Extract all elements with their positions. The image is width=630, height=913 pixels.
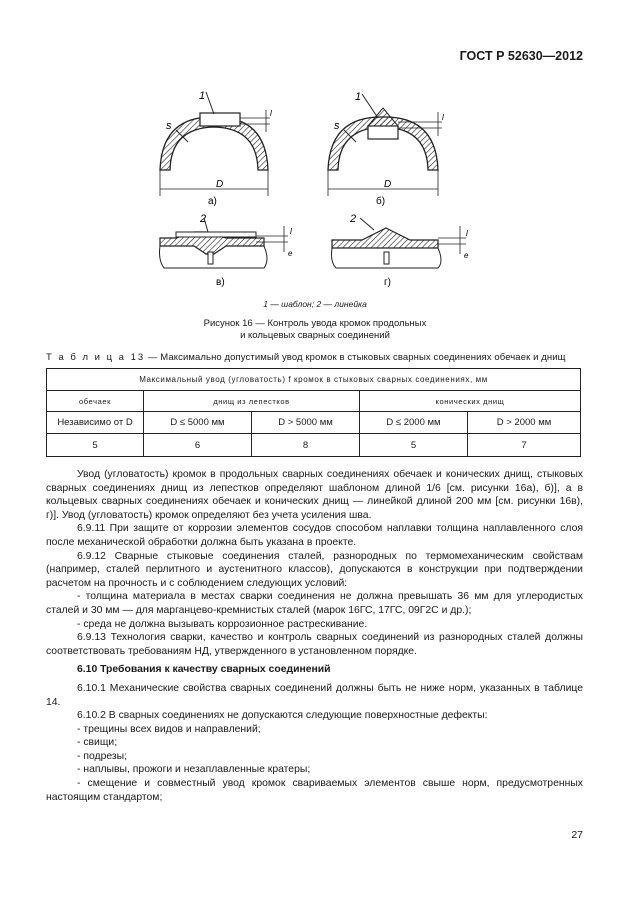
sublabel-g: г) xyxy=(384,277,391,288)
list-item: - смещение и совместный увод кромок свариваемых элементов свыше норм, предусмотренных настоящим стандартом; xyxy=(46,778,583,803)
label-template-b: 1 xyxy=(355,91,362,103)
sublabel-a: а) xyxy=(208,196,217,207)
sub-d-le-2000: D ≤ 2000 мм xyxy=(360,412,468,434)
label-l-v: l xyxy=(290,227,292,236)
sublabel-v: в) xyxy=(216,277,225,288)
sub-d-le-5000: D ≤ 5000 мм xyxy=(144,412,252,434)
body-text xyxy=(46,468,583,804)
list-item: - трещины всех видов и направлений; xyxy=(77,723,261,735)
figure-caption xyxy=(0,318,630,342)
label-l-a: l xyxy=(270,109,272,118)
sub-any-d: Независимо от D xyxy=(47,412,144,434)
paragraph: 6.10.1 Механические свойства сварных соединений должны быть не ниже норм, указанных в таблице 14. xyxy=(46,682,583,708)
table-title-label: Т а б л и ц а 13 xyxy=(46,352,146,363)
col-conical-heads: конических днищ xyxy=(360,391,581,412)
diagram-a xyxy=(160,90,272,207)
diagram-v xyxy=(160,213,294,288)
diagram-g xyxy=(332,213,470,288)
list-item: - подрезы; xyxy=(77,750,128,762)
table-cell: 8 xyxy=(252,434,360,457)
table-title xyxy=(46,352,566,363)
section-heading: 6.10 Требования к качеству сварных соединений xyxy=(77,664,331,676)
label-e-v: e xyxy=(288,249,293,258)
label-s-b: s xyxy=(334,120,340,132)
table-cell: 7 xyxy=(468,434,581,457)
diagram-b xyxy=(328,91,444,207)
figure-caption-line2: и кольцевых сварных соединений xyxy=(240,330,390,341)
col-petal-heads: днищ из лепестков xyxy=(144,391,360,412)
label-D-b: D xyxy=(384,179,392,190)
paragraph: - толщина материала в местах сварки соединения не должна превышать 36 мм для углеродистых сталей и 30 мм — для марганцево-кремнистых сталей (марок 16ГС, 17ГС, 09Г2С и др.); xyxy=(46,591,583,616)
paragraph: 6.9.12 Сварные стыковые соединения сталей, разнородных по термомеханическим свойствам (например, сталей перлитного и аустенитного классов), допускаются в конструкции при подтверждении расчетом на прочность и с соблюдением следующих условий: xyxy=(46,550,583,589)
sub-d-gt-5000: D > 5000 мм xyxy=(252,412,360,434)
table-cell: 5 xyxy=(360,434,468,457)
list-item: - наплывы, прожоги и незаплавленные кратеры; xyxy=(77,764,311,776)
document-header: ГОСТ Р 52630—2012 xyxy=(459,49,583,63)
list-item: - свищи; xyxy=(77,737,118,749)
paragraph: 6.10.2 В сварных соединениях не допускаются следующие поверхностные дефекты: xyxy=(77,710,488,722)
label-ruler-g: 2 xyxy=(350,213,357,225)
page-number: 27 xyxy=(571,829,583,841)
table-cell: 6 xyxy=(144,434,252,457)
label-D-a: D xyxy=(216,179,224,190)
label-e-g: e xyxy=(464,251,469,260)
figure-legend: 1 — шаблон; 2 — линейка xyxy=(263,299,367,309)
label-template-a: 1 xyxy=(199,90,206,102)
paragraph: 6.9.13 Технология сварки, качество и контроль сварных соединений из разнородных сталей должны соответствовать требованиям НД, утвержденного в установленном порядке. xyxy=(46,632,583,657)
sub-d-gt-2000: D > 2000 мм xyxy=(468,412,581,434)
table-header-main: Максимальный увод (угловатость) f кромок в стыковых сварных соединениях, мм xyxy=(47,369,581,391)
table-title-text: — Максимально допустимый увод кромок в стыковых сварных соединениях обечаек и днищ xyxy=(145,352,566,363)
label-l-g: l xyxy=(466,229,468,238)
paragraph: Увод (угловатость) кромок в продольных сварных соединениях обечаек и конических днищ, стыковых сварных соединениях днищ из лепестков определяют шаблоном длиной 1/6 [см. рисунки 16а), б)], а в кольцевых сварных соединениях обечаек и конических днищ — линейкой длиной 200 мм [см. рисунки 16в), г)]. Увод (угловатость) кромок определяют без учета усиления шва. xyxy=(46,469,583,521)
paragraph: - среда не должна вызывать коррозионное растрескивание. xyxy=(77,618,368,630)
label-l-b: l xyxy=(442,113,444,122)
label-ruler-v: 2 xyxy=(200,213,207,225)
figure-16-drawing xyxy=(148,80,488,312)
table-13 xyxy=(46,368,581,457)
label-s-a: s xyxy=(166,120,172,132)
table-cell: 5 xyxy=(47,434,144,457)
paragraph: 6.9.11 При защите от коррозии элементов сосудов способом наплавки толщина наплавленного слоя после механической обработки должна быть указана в проекте. xyxy=(46,523,583,548)
col-shells: обечаек xyxy=(47,391,144,412)
figure-caption-line1: Рисунок 16 — Контроль увода кромок продольных xyxy=(203,318,427,329)
sublabel-b: б) xyxy=(376,196,386,207)
